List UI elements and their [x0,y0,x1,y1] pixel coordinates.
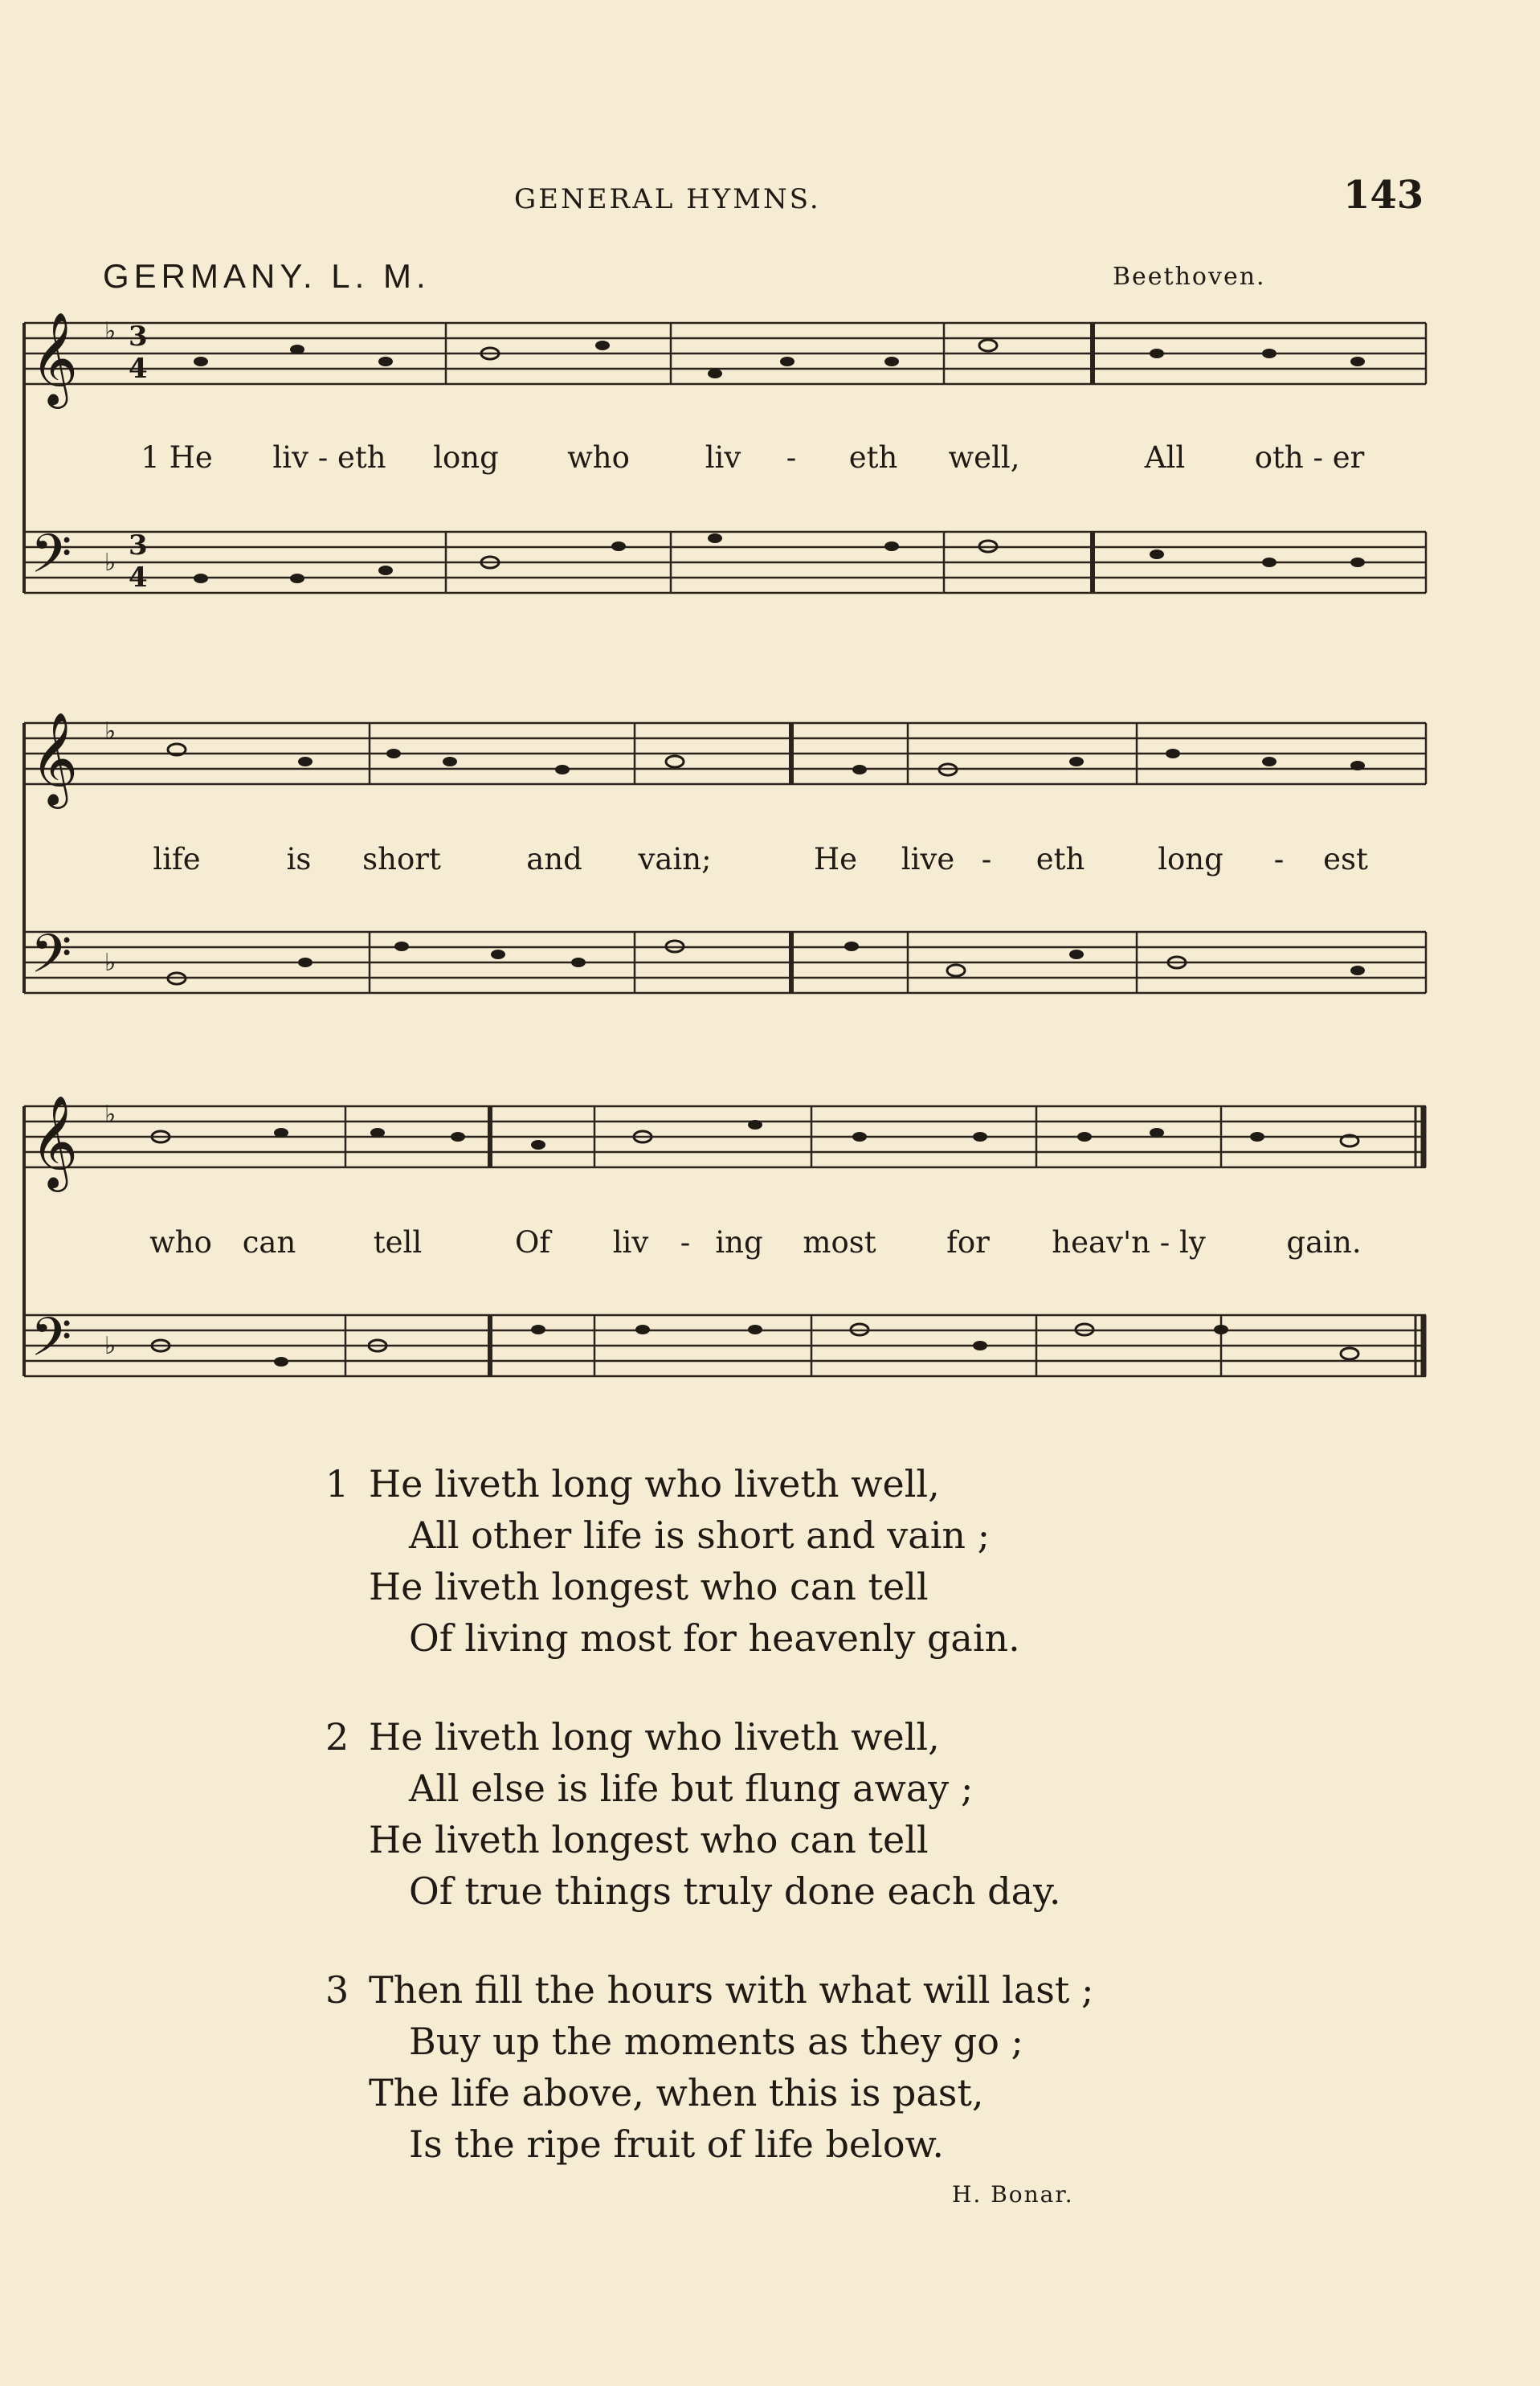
verse-line: Is the ripe fruit of life below. [409,2122,945,2166]
lyric-syllable: Of [514,1225,551,1260]
svg-text:4: 4 [129,562,148,594]
svg-text:𝄢: 𝄢 [31,1306,72,1381]
svg-text:3: 3 [129,529,148,562]
verse-text: He liveth long who liveth well, [369,1462,940,1506]
verse-text: He liveth long who liveth well, [369,1715,940,1759]
hymn-author: H. Bonar. [952,2181,1074,2208]
svg-text:♭: ♭ [104,949,116,977]
lyric-syllable: - [680,1225,691,1260]
lyric-syllable: ing [715,1225,763,1260]
verse-line: Of true things truly done each day. [409,1869,1061,1913]
page-number: 143 [1343,173,1424,218]
composer: Beethoven. [1113,263,1266,291]
lyric-syllable: long [433,440,499,475]
lyric-syllable: and [526,842,582,876]
svg-text:4: 4 [129,353,148,385]
lyric-syllable: All [1144,440,1186,475]
lyric-syllable: tell [373,1225,423,1260]
lyric-syllable: who [567,440,630,475]
lyric-syllable: - [981,842,992,876]
verse-2 [325,1711,1061,1917]
lyric-syllable: 1 He [141,440,213,475]
verse-number: 3 [325,1968,349,2012]
lyric-syllable: - [1273,842,1285,876]
svg-text:♭: ♭ [104,549,116,577]
verse-line: All else is life but flung away ; [409,1767,974,1810]
svg-text:𝄞: 𝄞 [31,711,79,805]
verse-number: 1 [325,1462,349,1506]
verse-text: Then fill the hours with what will last ; [369,1968,1094,2012]
lyric-syllable: well, [948,440,1020,475]
tune-name: GERMANY. L. M. [103,257,431,295]
verse-number: 2 [325,1715,349,1759]
lyric-syllable: live [901,842,955,876]
music-system-2 [16,705,1430,1027]
lyric-syllable: short [362,842,441,876]
verse-line [325,1711,1061,1763]
lyric-syllable: oth - er [1254,440,1365,475]
lyric-syllable: who [149,1225,212,1260]
lyric-syllable: can [242,1225,296,1260]
verse-line: Of living most for heavenly gain. [409,1616,1020,1660]
lyric-syllable: est [1323,842,1368,876]
lyric-syllable: liv - eth [272,440,386,475]
svg-text:𝄢: 𝄢 [31,523,72,598]
lyric-syllable: eth [1036,842,1085,876]
verse-line: The life above, when this is past, [369,2071,984,2114]
verse-3 [325,1964,1093,2170]
lyric-syllable: life [153,842,201,876]
verse-line [325,1458,1020,1510]
svg-text:♭: ♭ [104,717,116,746]
music-system-1 [16,305,1430,627]
verse-line [325,1964,1093,2016]
lyric-syllable: is [286,842,312,876]
lyric-syllable: liv [612,1225,649,1260]
svg-text:𝄞: 𝄞 [31,1094,79,1188]
section-header: GENERAL HYMNS. [514,183,821,215]
lyric-syllable: for [946,1225,990,1260]
verse-line: All other life is short and vain ; [409,1514,991,1557]
lyric-syllable: vain; [638,842,712,876]
svg-text:3: 3 [129,321,148,353]
lyric-syllable: He [813,842,858,876]
lyric-syllable: - [786,440,797,475]
svg-text:𝄢: 𝄢 [31,923,72,998]
lyric-syllable: liv [705,440,741,475]
svg-text:♭: ♭ [104,1332,116,1360]
svg-text:♭: ♭ [104,317,116,345]
lyric-syllable: eth [848,440,898,475]
lyric-syllable: most [803,1225,876,1260]
verse-line: Buy up the moments as they go ; [409,2020,1024,2063]
verse-1 [325,1458,1020,1664]
lyric-syllable: long [1158,842,1223,876]
music-system-3 [16,1089,1430,1410]
verse-line: He liveth longest who can tell [369,1565,929,1608]
verse-line: He liveth longest who can tell [369,1818,929,1861]
lyric-syllable: gain. [1286,1225,1362,1260]
svg-text:♭: ♭ [104,1101,116,1129]
lyric-syllable: heav'n - ly [1052,1225,1206,1260]
svg-text:𝄞: 𝄞 [31,311,79,405]
